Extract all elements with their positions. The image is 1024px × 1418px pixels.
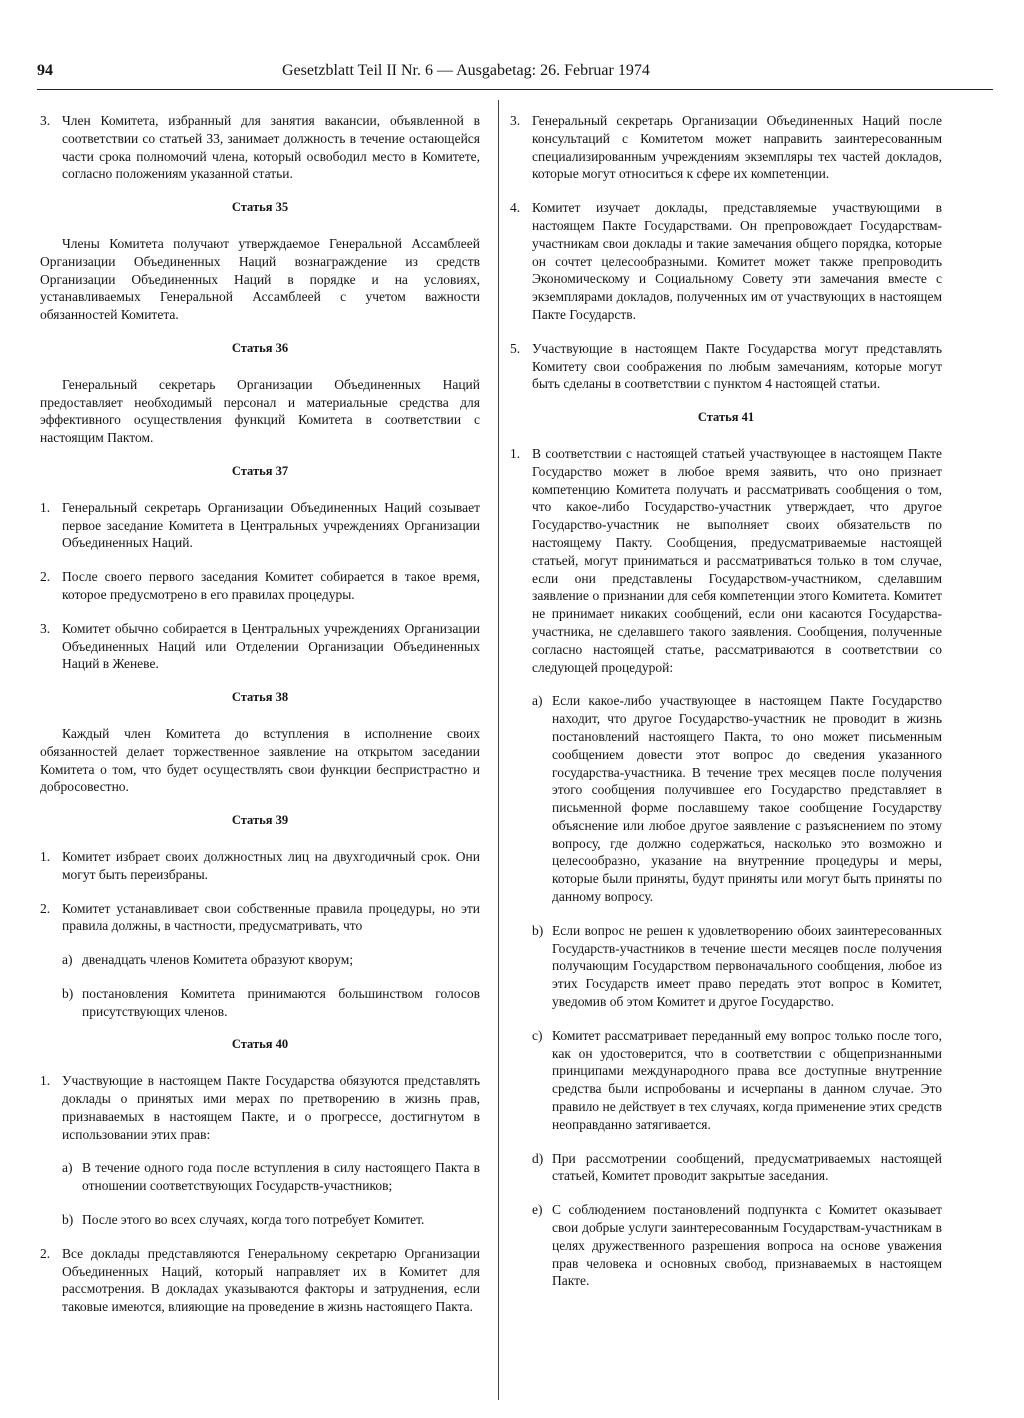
article-40-item-5 — [510, 340, 942, 393]
item-number: 1. — [40, 1073, 51, 1089]
article-36-text: Генеральный секретарь Организации Объединенных Наций предоставляет необходимый персонал и материальные средства для эффективного осуществления функций Комитета в соответствии с настоящим Пактом. — [40, 376, 480, 446]
subitem-label: a) — [532, 693, 543, 709]
article-heading-38: Статья 38 — [231, 690, 289, 705]
item-number: 2. — [40, 900, 51, 916]
subitem-text: двенадцать членов Комитета образуют кворум; — [82, 952, 354, 968]
article-38-text: Каждый член Комитета до вступления в исполнение своих обязанностей делает торжественное заявление на открытом заседании Комитета о том, что будет осуществлять свои функции беспристрастно и добросовестно. — [40, 725, 480, 795]
article-41-subitem-a — [510, 692, 942, 906]
item-number: 1. — [510, 445, 521, 461]
article-39-item-1 — [40, 848, 480, 884]
article-35-text: Члены Комитета получают утверждаемое Генеральной Ассамблеей Организации Объединенных Наций вознаграждение из средств Организации Объединенных Наций в порядке и на условиях, устанавливаемых Генеральной Ассамблеей с учетом важности обязанностей Комитета. — [40, 235, 480, 323]
item-text: Генеральный секретарь Организации Объединенных Наций после консультаций с Комитетом может направить заинтересованным специализированным учреждениям экземпляры тех частей докладов, которые могут относиться к сфере их компетенции. — [532, 113, 942, 182]
item-number: 3. — [510, 113, 521, 128]
item-text: Генеральный секретарь Организации Объединенных Наций созывает первое заседание Комитета в Центральных учреждениях Организации Объединенных Наций. — [62, 499, 480, 551]
running-title: Gesetzblatt Teil II Nr. 6 — Ausgabetag: 26. Februar 1974 — [282, 62, 650, 79]
article-37-item-1 — [40, 499, 480, 552]
article-37-item-2 — [40, 568, 480, 604]
article-40-item-4 — [510, 199, 942, 324]
item-number: 3. — [40, 113, 51, 128]
item-number: 4. — [510, 200, 521, 216]
article-40-subitem-a — [40, 1159, 480, 1195]
subitem-text: В течение одного года после вступления в силу настоящего Пакта в отношении соответствующих Государств-участников; — [82, 1160, 480, 1194]
article-41-subitem-d — [510, 1150, 942, 1186]
article-heading-37: Статья 37 — [231, 463, 289, 478]
subitem-text: Комитет рассматривает переданный ему вопрос только после того, как он удостоверится, что в соответствии с общепризнанными принципами международного права все доступные внутренние средства были испробованы и исчерпаны в данном случае. Это правило не действует в тех случаях, когда применение этих средств неоправданно затягивается. — [552, 1027, 942, 1132]
article-40-item-3 — [510, 112, 942, 183]
item-text: Участвующие в настоящем Пакте Государства могут представлять Комитету свои соображения по любым замечаниям, которые могут быть сделаны в соответствии с пунктом 4 настоящей статьи. — [532, 340, 942, 392]
header-rule — [37, 89, 993, 90]
article-heading-36: Статья 36 — [231, 340, 289, 355]
subitem-label: e) — [532, 1202, 543, 1218]
item-number: 5. — [510, 340, 521, 356]
item-number: 3. — [40, 620, 51, 636]
subitem-label: b) — [532, 922, 544, 938]
subitem-text: После этого во всех случаях, когда того потребует Комитет. — [82, 1212, 425, 1228]
article-40-subitem-b — [40, 1211, 480, 1229]
article-heading-35: Статья 35 — [231, 200, 289, 215]
item-text: Комитет устанавливает свои собственные правила процедуры, но эти правила должны, в частности, предусматривать, что — [62, 900, 480, 934]
subitem-label: d) — [532, 1150, 544, 1166]
subitem-label: a) — [62, 952, 73, 968]
subitem-text: Если вопрос не решен к удовлетворению обоих заинтересованных Государств-участников в течение шести месяцев после получения получающим Государством первоначального сообщения, любое из этих Государств имеет право передать этот вопрос в Комитет, уведомив об этом Комитет и другое Государство. — [552, 922, 942, 1010]
item-text: Участвующие в настоящем Пакте Государства обязуются представлять доклады о принятых ими мерах по претворению в жизнь прав, признаваемых в настоящем Пакте, и о прогрессе, достигнутом в использовании этих прав: — [62, 1073, 480, 1142]
subitem-text: Если какое-либо участвующее в настоящем Пакте Государство находит, что другое Государство-участник не проводит в жизнь постановлений настоящего Пакта, то оно может письменным сообщением довести этот вопрос до сведения указанного государства-участника. В течение трех месяцев после получения этого сообщения получившее его Государство представляет в письменной форме пославшему такое сообщение Государству объяснение или любое другое заявление с разъяснением по этому вопросу, где должно содержаться, насколько это возможно и целесообразно, указание на внутренние процедуры и меры, которые были приняты, будут приняты или могут быть приняты по данному вопросу. — [552, 693, 942, 905]
article-41-subitem-c — [510, 1027, 942, 1134]
subitem-label: c) — [532, 1027, 543, 1043]
item-text: Все доклады представляются Генеральному секретарю Организации Объединенных Наций, который направляет их в Комитет для рассмотрения. В докладах указываются факторы и затруднения, если таковые имеются, влияющие на проведение в жизнь настоящего Пакта. — [62, 1245, 480, 1315]
article-39-item-2 — [40, 900, 480, 936]
item-number: 2. — [40, 1245, 51, 1261]
item-number: 1. — [40, 848, 51, 864]
article-heading-41: Статья 41 — [697, 410, 755, 425]
article-41-subitem-b — [510, 922, 942, 1011]
left-column — [40, 112, 480, 1332]
subitem-label: b) — [62, 1212, 74, 1228]
subitem-label: b) — [62, 985, 74, 1001]
item-number: 2. — [40, 569, 51, 585]
column-divider — [498, 100, 499, 1400]
item-text: В соответствии с настоящей статьей участвующее в настоящем Пакте Государство может в любое время заявить, что оно признает компетенцию Комитета получать и рассматривать сообщения о том, что какое-либо Государство-участник утверждает, что другое Государство-участник не выполняет своих обязательств по настоящему Пакту. Сообщения, предусматриваемые настоящей статьей, могут приниматься и рассматриваться только в том случае, если они представлены Государством-участником, сделавшим заявление о признании для себя компетенции этого Комитета. Комитет не принимает никаких сообщений, если они касаются Государства-участника, не сделавшего такого заявления. Сообщения, полученные согласно настоящей статье, рассматриваются в соответствии со следующей процедурой: — [532, 445, 942, 675]
article-37-item-3 — [40, 620, 480, 673]
subitem-label: a) — [62, 1160, 73, 1176]
article-39-subitem-a — [40, 951, 480, 969]
item-text: Комитет избрает своих должностных лиц на двухгодичный срок. Они могут быть переизбраны. — [62, 848, 480, 882]
item-text: Член Комитета, избранный для занятия вакансии, объявленной в соответствии со статьей 33, занимает должность в течение остающейся части срока полномочий члена, который освободил место в Комитете, согласно положениям указанной статьи. — [62, 113, 480, 182]
article-40-item-1 — [40, 1072, 480, 1143]
item-text: Комитет изучает доклады, представляемые участвующими в настоящем Пакте Государствами. Он препровождает Государствам-участникам свои доклады и такие замечания общего порядка, которые он сочтет целесообразными. Комитет может также препроводить Экономическому и Социальному Совету эти замечания вместе с экземплярами докладов, полученных им от участвующих в настоящем Пакте Государств. — [532, 200, 942, 322]
item-number: 1. — [40, 499, 51, 515]
subitem-text: При рассмотрении сообщений, предусматриваемых настоящей статьей, Комитет проводит закрытые заседания. — [552, 1150, 942, 1184]
article-heading-40: Статья 40 — [231, 1037, 289, 1052]
right-column — [510, 112, 942, 1306]
article-heading-39: Статья 39 — [231, 813, 289, 828]
item-text: После своего первого заседания Комитет собирается в такое время, которое предусмотрено в его правилах процедуры. — [62, 569, 480, 602]
item-text: Комитет обычно собирается в Центральных учреждениях Организации Объединенных Наций или Отделении Организации Объединенных Наций в Женеве. — [62, 620, 480, 672]
page-number: 94 — [37, 62, 53, 79]
paragraph-34-3 — [40, 112, 480, 183]
subitem-text: С соблюдением постановлений подпункта c Комитет оказывает свои добрые услуги заинтересованным Государствам-участникам в целях дружественного разрешения вопроса на основе уважения прав человека и основных свобод, признаваемых в настоящем Пакте. — [552, 1202, 942, 1289]
article-41-item-1 — [510, 445, 942, 676]
page-header — [37, 62, 993, 86]
subitem-text: постановления Комитета принимаются большинством голосов присутствующих членов. — [82, 985, 480, 1019]
article-40-item-2 — [40, 1245, 480, 1316]
article-41-subitem-e — [510, 1201, 942, 1290]
article-39-subitem-b — [40, 985, 480, 1021]
